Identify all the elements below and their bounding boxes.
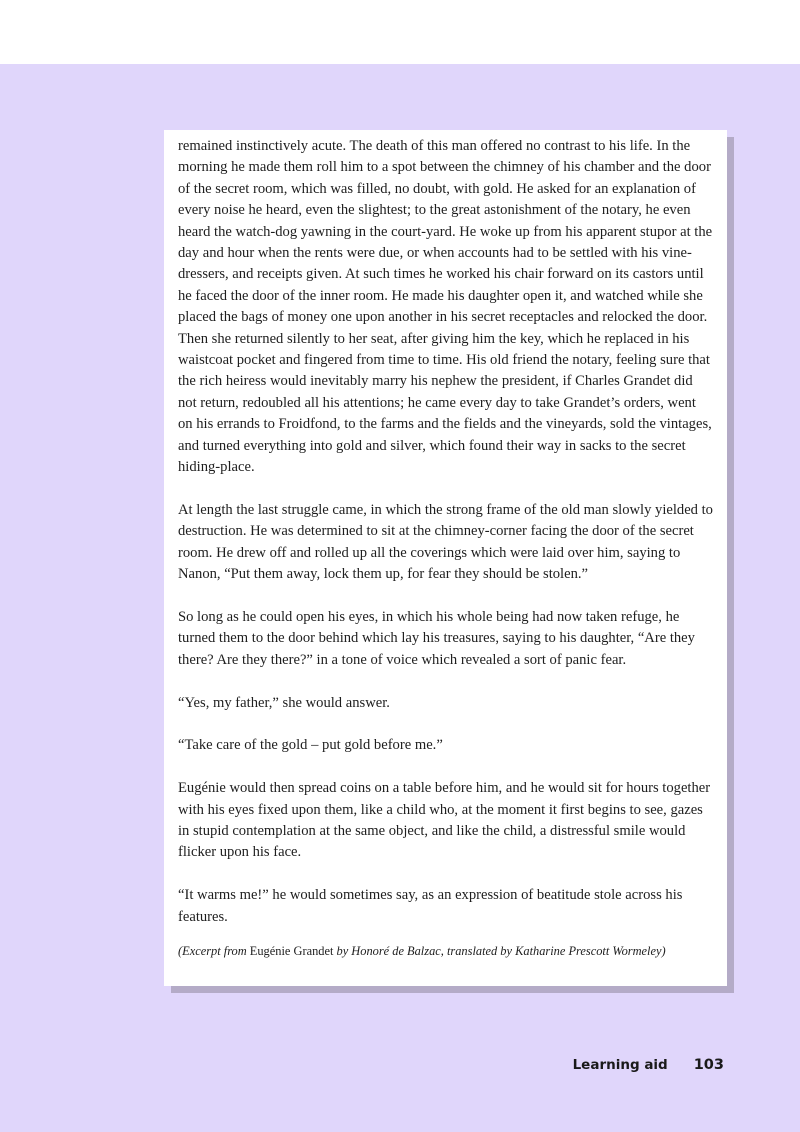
footer-section-label: Learning aid [572,1057,668,1073]
paragraph-3: So long as he could open his eyes, in which his whole being had now taken refuge, he turned them to the door behind which lay his treasures, saying to his daughter, “Are they there? Are they there?” in a tone of voice which revealed a sort of panic fear. [178,608,695,668]
paragraph-2: At length the last struggle came, in which the strong frame of the old man slowly yielded to destruction. He was determined to sit at the chimney-corner facing the door of the secret room. He drew off and rolled up all the coverings which were laid over him, saying to Nanon, “Put them away, lock them up, for fear they should be stolen.” [178,501,713,583]
excerpt-card [164,130,727,986]
caption-suffix: by Honoré de Balzac, translated by Katharine Prescott Wormeley) [333,943,666,958]
page-number: 103 [693,1057,724,1073]
paragraph-4: “Yes, my father,” she would answer. [178,694,390,711]
caption-book-title: Eugénie Grandet [249,943,334,958]
page-footer [573,1055,724,1075]
paragraph-6: Eugénie would then spread coins on a table before him, and he would sit for hours together with his eyes fixed upon them, like a child who, at the moment it first begins to see, gazes in stupid contemplation at the same object, and like the child, a distressful smile would flicker upon his face. [178,780,711,861]
paragraph-5: “Take care of the gold – put gold before me.” [178,737,443,754]
top-margin [0,0,800,64]
paragraph-7: “It warms me!” he would sometimes say, as an expression of beatitude stole across his features. [178,887,683,925]
caption-prefix: (Excerpt from [178,943,250,958]
source-caption [178,942,713,960]
paragraph-1: remained instinctively acute. The death of this man offered no contrast to his life. In the morning he made them roll him to a spot between the chimney of his chamber and the door of the secret room, which was filled, no doubt, with gold. He asked for an explanation of every noise he heard, even the slightest; to the great astonishment of the notary, he even heard the watch-dog yawning in the court-yard. He woke up from his apparent stupor at the day and hour when the rents were due, or when accounts had to be settled with his vine-dressers, and receipts given. At such times he worked his chair forward on its castors until he faced the door of the inner room. He made his daughter open it, and watched while she placed the bags of money one upon another in his secret receptacles and relocked the door. Then she returned silently to her seat, after giving him the key, which he replaced in his waistcoat pocket and fingered from time to time. His old friend the notary, feeling sure that the rich heiress would inevitably marry his nephew the president, if Charles Grandet did not return, redoubled all his attentions; he came every day to take Grandet’s orders, went on his errands to Froidfond, to the farms and the fields and the vineyards, sold the vintages, and turned everything into gold and silver, which found their way in sacks to the secret hiding-place. [178,138,713,476]
